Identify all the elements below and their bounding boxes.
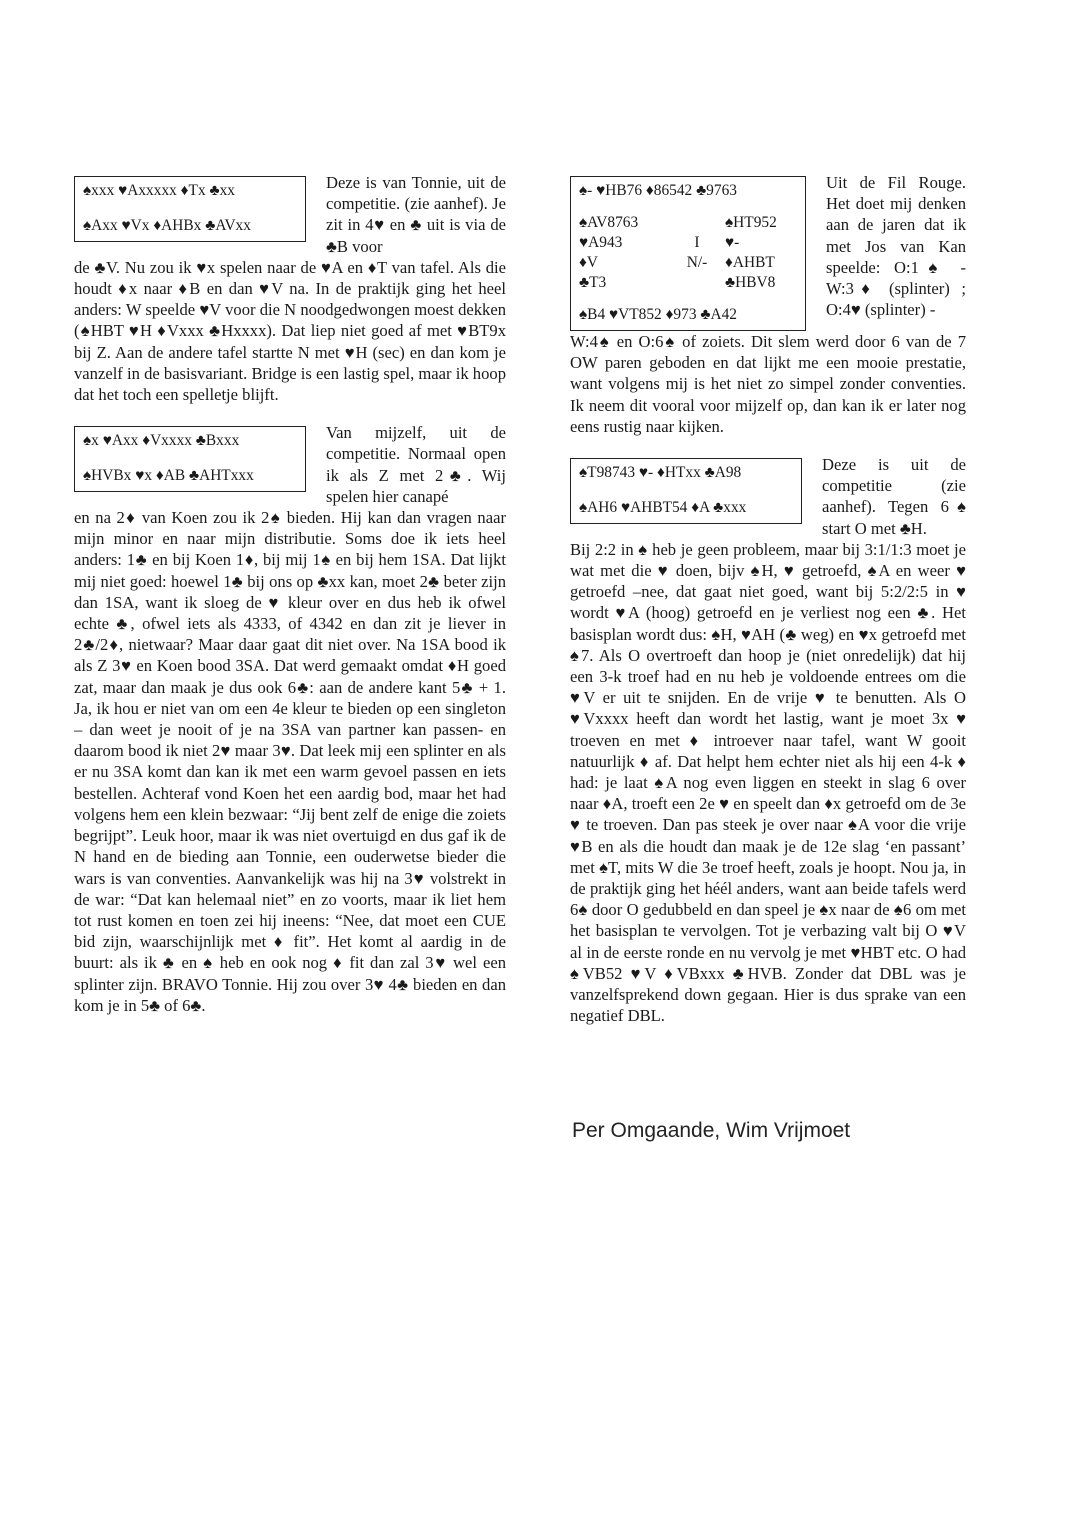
paragraph-intro: Deze is van Tonnie, uit de competitie. (zie aanhef). Je zit in 4♥ en ♣ uit is via de ♣B voor	[326, 173, 506, 256]
east-clubs: ♣HBV8	[725, 274, 776, 291]
author-signature: Per Omgaande, Wim Vrijmoet	[572, 1119, 851, 1142]
hand-diagram-1	[74, 176, 306, 242]
paragraph: W:4♠ en O:6♠ of zoiets. Dit slem werd door 6 van de 7 OW paren geboden en dat lijkt me een mooie prestatie, want volgens mij is het niet zo simpel zonder conventies. Ik neem dit vooral voor mijzelf op, dan kan ik er later nog eens rustig naar kijken.	[570, 332, 966, 436]
compass-mid: N/-	[686, 254, 708, 271]
hand-row: ♠x ♥Axx ♦Vxxxx ♣Bxxx	[83, 432, 240, 450]
left-column	[74, 172, 506, 1016]
west-diamonds: ♦V	[579, 254, 598, 271]
hand-diagram-3	[570, 458, 802, 524]
hand-row: ♠Axx ♥Vx ♦AHBx ♣AVxx	[83, 217, 251, 234]
hand-block-3	[570, 454, 966, 539]
east-spades: ♠HT952	[725, 214, 777, 231]
south-hand: ♠B4 ♥VT852 ♦973 ♣A42	[579, 306, 737, 323]
compass-mid	[669, 213, 725, 233]
hand-block-1	[74, 172, 506, 257]
paragraph: Bij 2:2 in ♠ heb je geen probleem, maar bij 3:1/1:3 moet je wat met die ♥ doen, bijv ♠H, ♥ getroefd, ♠A en weer ♥ getroefd –nee, dat gaat niet goed, want bij 5:2/2:5 in ♥ wordt ♥A (hoog) getroefd en je verliest nog een ♣. Het basisplan wordt dus: ♠H, ♥AH (♣ weg) en ♥x getroefd met ♠7. Als O overtroeft dan hoop je (niet onredelijk) dat hij een 3-k troef had en nu heb je voldoende entrees om die ♥V er uit te snijden. En de vrije ♥ te benutten. Als O ♥Vxxxx heeft dan wordt het lastig, want je moet 3x ♥ troeven en met ♦ introever naar tafel, want W gooit natuurlijk ♦ af. Dat helpt hem echter niet als hij een 4-k ♦ had: je laat ♠A nog even liggen en steekt in slag 6 over naar ♦A, troeft een 2e ♥ en speelt dan ♦x getroefd om de 3e ♥ te troeven. Dan pas steek je over naar ♠A voor die vrije ♥B en als die houdt dan maak je de 12e slag ‘en passant’ met ♠T, mits W die 3e troef heeft, zoals je hoopt. Nou ja, in de praktijk ging het héél anders, want aan beide tafels werd 6♠ door O gedubbeld en dan speel je ♠x naar de ♠6 om met het basisplan te vervolgen. Tot je verbazing valt bij O ♥V al in de eerste ronde en nu vervolg je met ♥HBT etc. O had ♠VB52 ♥V ♦VBxxx ♣HVB. Zonder dat DBL was je vanzelfsprekend down gegaan. Hier is dus sprake van een negatief DBL.	[570, 539, 966, 1026]
north-hand: ♠- ♥HB76 ♦86542 ♣9763	[579, 182, 737, 199]
west-east-grid	[579, 213, 797, 293]
paragraph: de ♣V. Nu zou ik ♥x spelen naar de ♥A en ♦T van tafel. Als die houdt ♦x naar ♦B en dan ♥V na. In de praktijk ging het heel anders: W speelde ♥V voor die N noodgedwongen moest dekken (♠HBT ♥H ♦Vxxx ♣Hxxxx). Dat liep niet goed af met ♥BT9x bij Z. Aan de andere tafel startte N met ♥H (sec) en dan kom je vanzelf in de basisvariant. Bridge is een lastig spel, maar ik hoop dat het toch een spelletje blijft.	[74, 257, 506, 405]
deal-block	[570, 172, 966, 331]
paragraph-intro: Deze is uit de competitie (zie aanhef). Tegen 6♠ start O met ♣H.	[822, 455, 966, 538]
west-hearts: ♥A943	[579, 234, 623, 251]
hand-diagram-2	[74, 426, 306, 492]
hand-row: ♠T98743 ♥- ♦HTxx ♣A98	[579, 464, 742, 482]
west-clubs: ♣T3	[579, 274, 607, 291]
hand-block-2	[74, 422, 506, 507]
paragraph: en na 2♦ van Koen zou ik 2♠ bieden. Hij kan dan vragen naar mijn minor en naar mijn distributie. Soms doe ik iets heel anders: 1♣ en bij Koen 1♦, bij mij 1♠ en bij hem 1SA. Dat lijkt mij niet goed: hoewel 1♣ bij ons op ♣xx kan, moet 2♣ beter zijn dan 1SA, want ik sloeg de ♥ kleur over en dus heb ik ofwel echte ♣, ofwel iets als 4333, of 4342 en dan zit je liever in 2♣/2♦, nietwaar? Maar daar gaat dit niet over. Na 1SA bood ik als Z 3♥ en Koen bood 3SA. Dat werd gemaakt omdat ♦H goed zat, maar dan maak je dus ook 6♣: aan de andere kant 5♣ + 1. Ja, ik hou er niet van om een 4e kleur te bieden op een singleton – dan weet je nooit of je na 3SA van partner kan passen- en daarom bood ik niet 2♥ maar 3♥. Dat leek mij een splinter en als er nu 3SA komt dan kan ik met een warm gevoel passen en iets bestellen. Achteraf vond Koen het een aardig bod, maar het had volgens hem een klein bezwaar: “Jij bent zelf de enige die zoiets begrijpt”. Leuk hoor, maar ik was niet overtuigd en dus gaf ik de N hand en de bieding aan Tonnie, een ouderwetse bieder die wars is van conventies. Aanvankelijk was hij na 3♥ volstrekt in de war: “Dat kan helemaal niet” en zo voorts, maar ik liet hem tot rust komen en toen zei hij ineens: “Nee, dat moet een CUE bid zijn, waarschijnlijk met ♦ fit”. Het komt al aardig in de buurt: als ik ♣ en ♠ heb en ook nog ♦ fit dan zal 3♥ wel een splinter zijn. BRAVO Tonnie. Hij zou over 3♥ 4♣ bieden en dan kom je in 5♣ of 6♣.	[74, 508, 506, 1015]
paragraph-intro: Van mijzelf, uit de competitie. Normaal open ik als Z met 2♣. Wij spelen hier canapé	[326, 423, 506, 506]
hand-row: ♠AH6 ♥AHBT54 ♦A ♣xxx	[579, 499, 747, 517]
deal-diagram	[570, 176, 806, 331]
right-column	[570, 172, 966, 1027]
hand-row: ♠xxx ♥Axxxxx ♦Tx ♣xx	[83, 182, 235, 199]
east-diamonds: ♦AHBT	[725, 254, 775, 271]
paragraph-intro: Uit de Fil Rouge. Het doet mij denken aan de jaren dat ik met Jos van Kan speelde: O:1♠ - W:3♦ (splinter) ; O:4♥ (splinter) -	[826, 173, 966, 320]
hand-row: ♠HVBx ♥x ♦AB ♣AHTxxx	[83, 467, 254, 485]
compass-mid: I	[694, 234, 700, 251]
west-spades: ♠AV8763	[579, 214, 639, 231]
east-hearts: ♥-	[725, 234, 740, 251]
compass-mid	[669, 273, 725, 293]
